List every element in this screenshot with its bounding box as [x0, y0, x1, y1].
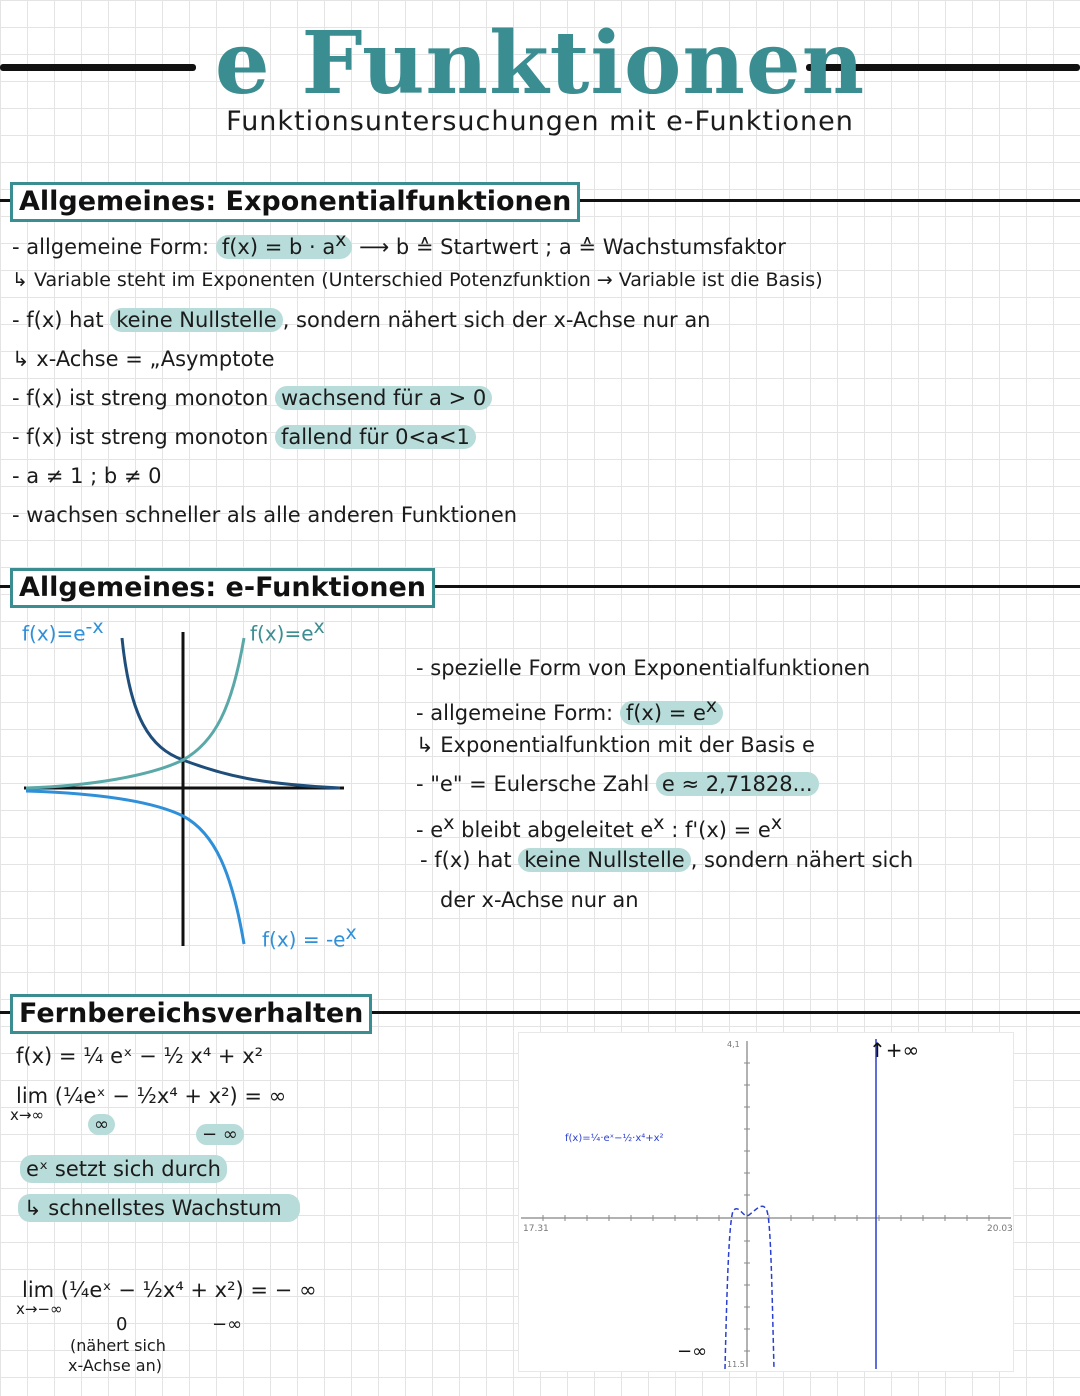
section3-heading: Fernbereichsverhalten [10, 994, 372, 1034]
s3-highlight-wachstum: ↳ schnellstes Wachstum [18, 1194, 300, 1222]
curve-e-neg-x [122, 638, 340, 788]
s2-line-form: - allgemeine Form: $f(x) = e^x$ [416, 692, 723, 727]
s3-limit-plus-under2: − ∞ [196, 1124, 244, 1145]
label-minus-e-x: $f(x) = -e^x$ [262, 922, 357, 952]
s3-limit-minus: lim (¼eˣ − ½x⁴ + x²) = − ∞ [22, 1278, 317, 1302]
s1-line-variable: ↳ Variable steht im Exponenten (Unterschied Potenzfunktion → Variable ist die Basis) [12, 269, 823, 291]
s1-line-form: - allgemeine Form: $f(x) = b \cdot a^x$ ⟶ b ≙ Startwert ; a ≙ Wachstumsfaktor [12, 229, 786, 259]
s3-limit-minus-sub: x→−∞ [16, 1300, 63, 1318]
plot-xmin-label: 17.31 [523, 1224, 549, 1234]
page-title: e Funktionen [214, 13, 866, 114]
s3-function: f(x) = ¼ eˣ − ½ x⁴ + x² [16, 1044, 264, 1068]
plot-legend: f(x)=¼·eˣ−½·x⁴+x² [565, 1133, 664, 1144]
s3-limit-minus-under1: 0 [116, 1314, 128, 1335]
s2-line-special: - spezielle Form von Exponentialfunktionen [416, 656, 871, 680]
plot-ymin-label: 11.5 [727, 1360, 745, 1369]
s3-note-2: x-Achse an) [68, 1356, 162, 1375]
s3-limit-plus-sub: x→∞ [10, 1106, 44, 1124]
s3-limit-plus-under1: ∞ [88, 1114, 115, 1135]
s1-line-fallend: - f(x) ist streng monoton fallend für 0<a<1 [12, 423, 476, 451]
section2-heading: Allgemeines: e-Funktionen [10, 568, 435, 608]
plot-xmax-label: 20.03 [987, 1224, 1013, 1234]
s1-line-nullstelle: - f(x) hat keine Nullstelle , sondern nähert sich der x-Achse nur an [12, 308, 711, 332]
s2-line-nullstelle: - f(x) hat keine Nullstelle , sondern nähert sich [420, 848, 914, 872]
label-e-neg-x: $f(x)=e^{-x}$ [22, 616, 104, 646]
s2-line-derivative: - $e^x$ bleibt abgeleitet $e^x$ : $f'(x) = e^x$ [416, 812, 783, 842]
plot-curve [725, 1206, 774, 1369]
s1-line-asymptote: ↳ x-Achse = „Asymptote [12, 347, 275, 371]
plot-minus-infinity: −∞ [677, 1341, 708, 1362]
page-subtitle: Funktionsuntersuchungen mit e-Funktionen [226, 106, 854, 137]
function-plot [518, 1032, 1014, 1372]
s3-note-1: (nähert sich [70, 1336, 166, 1355]
s3-limit-minus-under2: −∞ [212, 1314, 243, 1335]
s1-line-growth: - wachsen schneller als alle anderen Funktionen [12, 503, 518, 527]
e-functions-sketch [10, 608, 390, 953]
plot-plus-infinity: ↑+∞ [869, 1038, 920, 1062]
function-plot-svg [519, 1033, 1013, 1371]
curve-minus-e-x [26, 791, 244, 944]
section1-heading: Allgemeines: Exponentialfunktionen [10, 182, 580, 222]
plot-ymax-label: 4,1 [727, 1040, 740, 1049]
s2-line-achse: der x-Achse nur an [440, 888, 639, 912]
s2-line-basis: ↳ Exponentialfunktion mit der Basis e [416, 733, 815, 757]
label-e-x: $f(x)=e^x$ [250, 616, 325, 646]
s3-limit-plus: lim (¼eˣ − ½x⁴ + x²) = ∞ [16, 1084, 287, 1108]
s1-line-conditions: - a ≠ 1 ; b ≠ 0 [12, 464, 162, 488]
curve-e-x [26, 638, 244, 788]
s2-line-euler: - "e" = Eulersche Zahl e ≈ 2,71828... [416, 770, 819, 798]
s1-line-wachsend: - f(x) ist streng monoton wachsend für a > 0 [12, 384, 492, 412]
s3-highlight-setzt: eˣ setzt sich durch [20, 1155, 227, 1183]
